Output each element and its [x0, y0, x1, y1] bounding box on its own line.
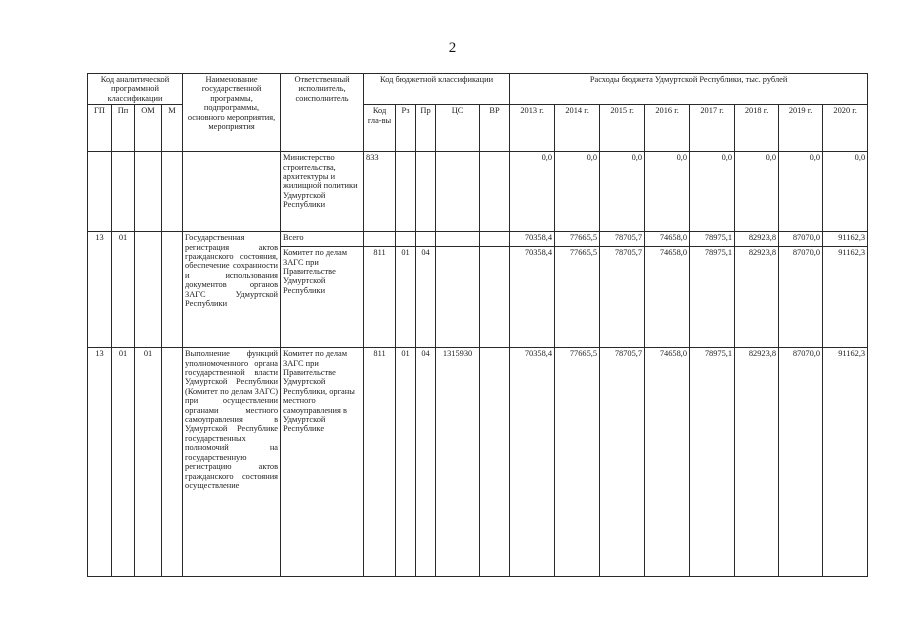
cell-value: 77665,5 [555, 348, 600, 577]
cell-pp: 01 [112, 232, 135, 348]
cell-vr [480, 152, 510, 232]
cell-kod-glavy: 833 [364, 152, 396, 232]
cell-value: 70358,4 [510, 232, 555, 247]
cell-value: 74658,0 [645, 348, 690, 577]
table-row [88, 232, 868, 247]
cell-value: 0,0 [823, 152, 868, 232]
cell-kod-glavy: 811 [364, 247, 396, 348]
cell-responsible: Министерство строительства, архитектуры и жилищной политики Удмуртской Республики [281, 152, 364, 232]
header-cs: ЦС [436, 105, 480, 152]
cell-m [162, 232, 183, 348]
header-vr: ВР [480, 105, 510, 152]
cell-value: 87070,0 [779, 348, 823, 577]
cell-pr [416, 152, 436, 232]
cell-responsible: Комитет по делам ЗАГС при Правительстве Удмуртской Республики, органы местного самоуправления в Удмуртской Республике [281, 348, 364, 577]
header-year: 2016 г. [645, 105, 690, 152]
cell-value: 91162,3 [823, 348, 868, 577]
cell-value: 0,0 [735, 152, 779, 232]
cell-value: 91162,3 [823, 232, 868, 247]
cell-value: 78975,1 [690, 247, 735, 348]
cell-value: 82923,8 [735, 348, 779, 577]
header-expenses: Расходы бюджета Удмуртской Республики, тыс. рублей [510, 74, 868, 105]
cell-value: 87070,0 [779, 247, 823, 348]
table-row [88, 152, 868, 232]
cell-rz: 01 [396, 247, 416, 348]
cell-value: 78705,7 [600, 348, 645, 577]
cell-value: 77665,5 [555, 232, 600, 247]
cell-pr [416, 232, 436, 247]
header-budget-code: Код бюджетной классификации [364, 74, 510, 105]
cell-rz [396, 152, 416, 232]
cell-value: 78975,1 [690, 232, 735, 247]
cell-gp: 13 [88, 348, 112, 577]
cell-cs: 1315930 [436, 348, 480, 577]
cell-vr [480, 232, 510, 247]
cell-pr: 04 [416, 348, 436, 577]
cell-m [162, 152, 183, 232]
header-pp: Пп [112, 105, 135, 152]
cell-value: 70358,4 [510, 348, 555, 577]
cell-cs [436, 152, 480, 232]
cell-rz [396, 232, 416, 247]
cell-name [183, 152, 281, 232]
cell-value: 87070,0 [779, 232, 823, 247]
cell-vr [480, 247, 510, 348]
cell-pp [112, 152, 135, 232]
header-om: ОМ [135, 105, 162, 152]
cell-value: 0,0 [555, 152, 600, 232]
cell-om: 01 [135, 348, 162, 577]
page-number: 2 [448, 40, 457, 56]
cell-responsible: Комитет по делам ЗАГС при Правительстве Удмуртской Республики [281, 247, 364, 348]
cell-value: 82923,8 [735, 247, 779, 348]
cell-vr [480, 348, 510, 577]
cell-om [135, 232, 162, 348]
cell-m [162, 348, 183, 577]
header-kod-glavy: Код гла-вы [364, 105, 396, 152]
header-analytic-code: Код аналитической программной классификации [88, 74, 183, 105]
cell-value: 0,0 [690, 152, 735, 232]
cell-cs [436, 247, 480, 348]
cell-value: 78705,7 [600, 232, 645, 247]
cell-value: 70358,4 [510, 247, 555, 348]
cell-value: 74658,0 [645, 247, 690, 348]
header-program-name: Наименование государственной программы, подпрограммы, основного мероприятия, мероприятия [183, 74, 281, 152]
cell-value: 0,0 [510, 152, 555, 232]
header-pr: Пр [416, 105, 436, 152]
cell-value: 91162,3 [823, 247, 868, 348]
header-year: 2017 г. [690, 105, 735, 152]
cell-gp: 13 [88, 232, 112, 348]
cell-rz: 01 [396, 348, 416, 577]
cell-om [135, 152, 162, 232]
cell-gp [88, 152, 112, 232]
cell-kod-glavy [364, 232, 396, 247]
cell-value: 74658,0 [645, 232, 690, 247]
cell-value: 78705,7 [600, 247, 645, 348]
cell-value: 78975,1 [690, 348, 735, 577]
cell-name: Выполнение функций уполномоченного органа государственной власти Удмуртской Республики (Комитет по делам ЗАГС) при осуществлении органами местного самоуправления в Удмуртской Республике государственных полномочий на государственную регистрацию актов гражданского состояния осуществление [183, 348, 281, 577]
cell-pr: 04 [416, 247, 436, 348]
table-row [88, 348, 868, 577]
cell-responsible: Всего [281, 232, 364, 247]
cell-value: 0,0 [645, 152, 690, 232]
cell-value: 0,0 [779, 152, 823, 232]
header-year: 2015 г. [600, 105, 645, 152]
budget-table [87, 73, 868, 577]
header-rz: Рз [396, 105, 416, 152]
header-year: 2019 г. [779, 105, 823, 152]
cell-value: 82923,8 [735, 232, 779, 247]
header-year: 2014 г. [555, 105, 600, 152]
cell-pp: 01 [112, 348, 135, 577]
header-responsible: Ответственный исполнитель, соисполнитель [281, 74, 364, 152]
header-year: 2020 г. [823, 105, 868, 152]
cell-value: 0,0 [600, 152, 645, 232]
cell-kod-glavy: 811 [364, 348, 396, 577]
cell-name: Государственная регистрация актов гражданского состояния, обеспечение сохранности и использования документов органов ЗАГС Удмуртской Республики [183, 232, 281, 348]
header-m: М [162, 105, 183, 152]
cell-cs [436, 232, 480, 247]
header-gp: ГП [88, 105, 112, 152]
header-year: 2018 г. [735, 105, 779, 152]
cell-value: 77665,5 [555, 247, 600, 348]
header-year: 2013 г. [510, 105, 555, 152]
